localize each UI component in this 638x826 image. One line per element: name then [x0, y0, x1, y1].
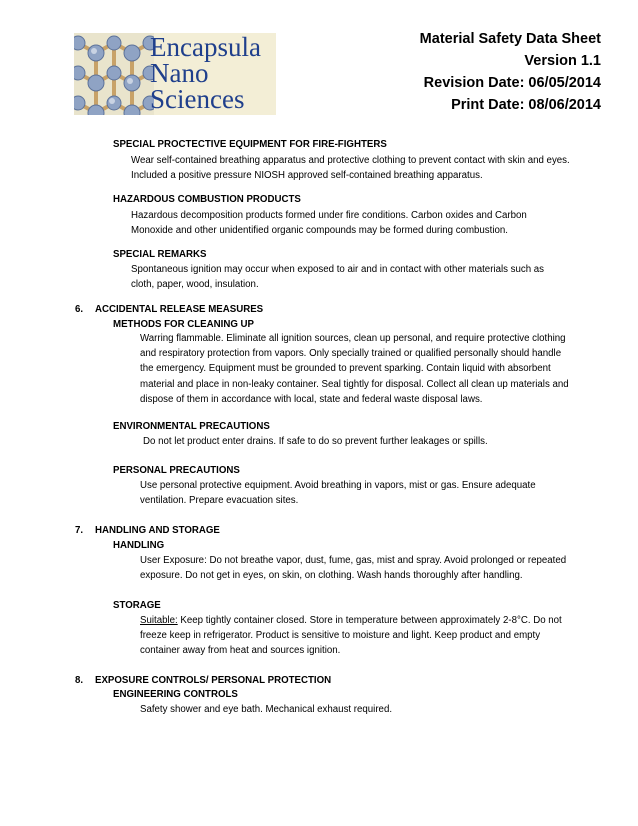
special-equipment-heading: SPECIAL PROCTECTIVE EQUIPMENT FOR FIRE-FIGHTERS: [113, 139, 387, 150]
combustion-text: Hazardous decomposition products formed under fire conditions. Carbon oxides and Carbon Monoxide and other unidentified organic compounds may be formed during combustion.: [131, 210, 527, 237]
section-6-number: 6.: [75, 304, 84, 315]
storage-text: Keep tightly container closed. Store in temperature between approximately 2-8°C. Do not freeze keep in refrigerator. Product is sensitive to moisture and light. Keep product and empty container away from heat and sources ignition.: [140, 615, 562, 657]
print-date: Print Date: 08/06/2014: [451, 97, 601, 113]
section-7-title: HANDLING AND STORAGE: [95, 525, 220, 536]
storage-suitable-label: Suitable:: [140, 615, 178, 626]
document-version: Version 1.1: [524, 53, 601, 69]
environmental-text: Do not let product enter drains. If safe to do so prevent further leakages or spills.: [143, 436, 488, 447]
storage-heading: STORAGE: [113, 600, 161, 611]
handling-heading: HANDLING: [113, 540, 165, 551]
engineering-text: Safety shower and eye bath. Mechanical exhaust required.: [140, 704, 393, 715]
section-7-number: 7.: [75, 525, 84, 536]
logo-line-2: Nano: [150, 58, 209, 88]
revision-date: Revision Date: 06/05/2014: [423, 75, 601, 91]
storage-paragraph: [140, 613, 572, 659]
special-equipment-text: Wear self-contained breathing apparatus and protective clothing to prevent contact with skin and eyes. Included a positive pressure NIOSH approved self-contained breathing apparatus.: [131, 155, 570, 182]
section-8-number: 8.: [75, 675, 84, 686]
section-6-title: ACCIDENTAL RELEASE MEASURES: [95, 304, 264, 315]
document-header: [420, 28, 601, 116]
combustion-heading: HAZARDOUS COMBUSTION PRODUCTS: [113, 194, 301, 205]
section-8-title: EXPOSURE CONTROLS/ PERSONAL PROTECTION: [95, 675, 332, 686]
logo-line-3: Sciences: [150, 84, 245, 114]
logo-wordmark: [150, 34, 274, 112]
environmental-heading: ENVIRONMENTAL PRECAUTIONS: [113, 421, 270, 432]
company-logo: [74, 33, 276, 115]
molecule-graphic: [74, 33, 154, 115]
cleaning-heading: METHODS FOR CLEANING UP: [113, 319, 255, 330]
logo-line-1: Encapsula: [150, 33, 261, 62]
cleaning-text: Warring flammable. Eliminate all ignition sources, clean up personal, and require protective clothing and respiratory protection from vapors. Only specially trained or qualified personally should handle the emergency. Equipment must be grounded to prevent sparking. Contain liquid with absorbent material and place in non-leaky container. Seal tightly for disposal. Collect all clean up materials and dispose of them in accordance with local, state and federal waste disposal laws.: [140, 333, 569, 405]
remarks-text: Spontaneous ignition may occur when exposed to air and in contact with other materials such as cloth, paper, wood, insulation.: [131, 264, 545, 291]
handling-text: User Exposure: Do not breathe vapor, dust, fume, gas, mist and spray. Avoid prolonged or repeated exposure. Do not get in eyes, on skin, on clothing. Wash hands thoroughly after handling.: [140, 555, 567, 582]
engineering-heading: ENGINEERING CONTROLS: [113, 689, 238, 700]
personal-text: Use personal protective equipment. Avoid breathing in vapors, mist or gas. Ensure adequate ventilation. Prepare evacuation sites.: [140, 480, 536, 507]
personal-heading: PERSONAL PRECAUTIONS: [113, 465, 240, 476]
remarks-heading: SPECIAL REMARKS: [113, 249, 207, 260]
document-title: Material Safety Data Sheet: [419, 31, 601, 47]
